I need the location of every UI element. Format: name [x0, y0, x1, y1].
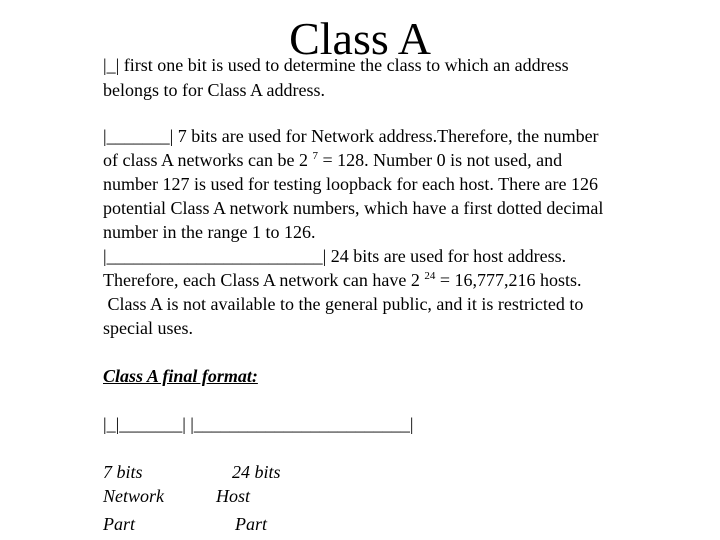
host-label-bits: 24 bits	[232, 462, 281, 482]
network-bits-line-4: potential Class A network numbers, which have a first dotted decimal	[103, 198, 604, 218]
host-exponent: 24	[424, 270, 436, 282]
network-bits-line-1: |_______| 7 bits are used for Network address.Therefore, the number	[103, 126, 599, 146]
network-bits-line-3: number 127 is used for testing loopback for each host. There are 126	[103, 174, 599, 194]
host-count-result: = 16,777,216 hosts.	[435, 270, 582, 290]
network-label-bits: 7 bits	[103, 462, 143, 482]
network-count-result: = 128. Number 0 is not used, and	[317, 150, 563, 170]
final-format-heading: Class A final format:	[103, 366, 258, 386]
network-bits-line-5: number in the range 1 to 126.	[103, 222, 316, 242]
network-count-text: of class A networks can be 2	[103, 150, 313, 170]
host-bits-line-2	[103, 268, 582, 292]
host-count-text: Therefore, each Class A network can have 2	[103, 270, 425, 290]
host-label-part: Part	[235, 514, 268, 534]
network-label-part: Part	[103, 514, 136, 534]
network-label-name: Network	[103, 486, 164, 506]
host-label-name: Host	[216, 486, 251, 506]
host-bits-line-4: special uses.	[103, 318, 193, 338]
first-bit-line-1: |_| first one bit is used to determine the class to which an address	[103, 55, 569, 75]
network-exponent: 7	[312, 150, 318, 162]
host-bits-line-1: |________________________| 24 bits are used for host address.	[103, 246, 567, 266]
final-format-diagram: |_|_______| |________________________|	[103, 414, 414, 434]
slide-title: Class A	[289, 13, 431, 64]
network-bits-line-2	[103, 148, 562, 172]
first-bit-line-2: belongs to for Class A address.	[103, 80, 325, 100]
host-bits-line-3: Class A is not available to the general public, and it is restricted to	[103, 294, 584, 314]
